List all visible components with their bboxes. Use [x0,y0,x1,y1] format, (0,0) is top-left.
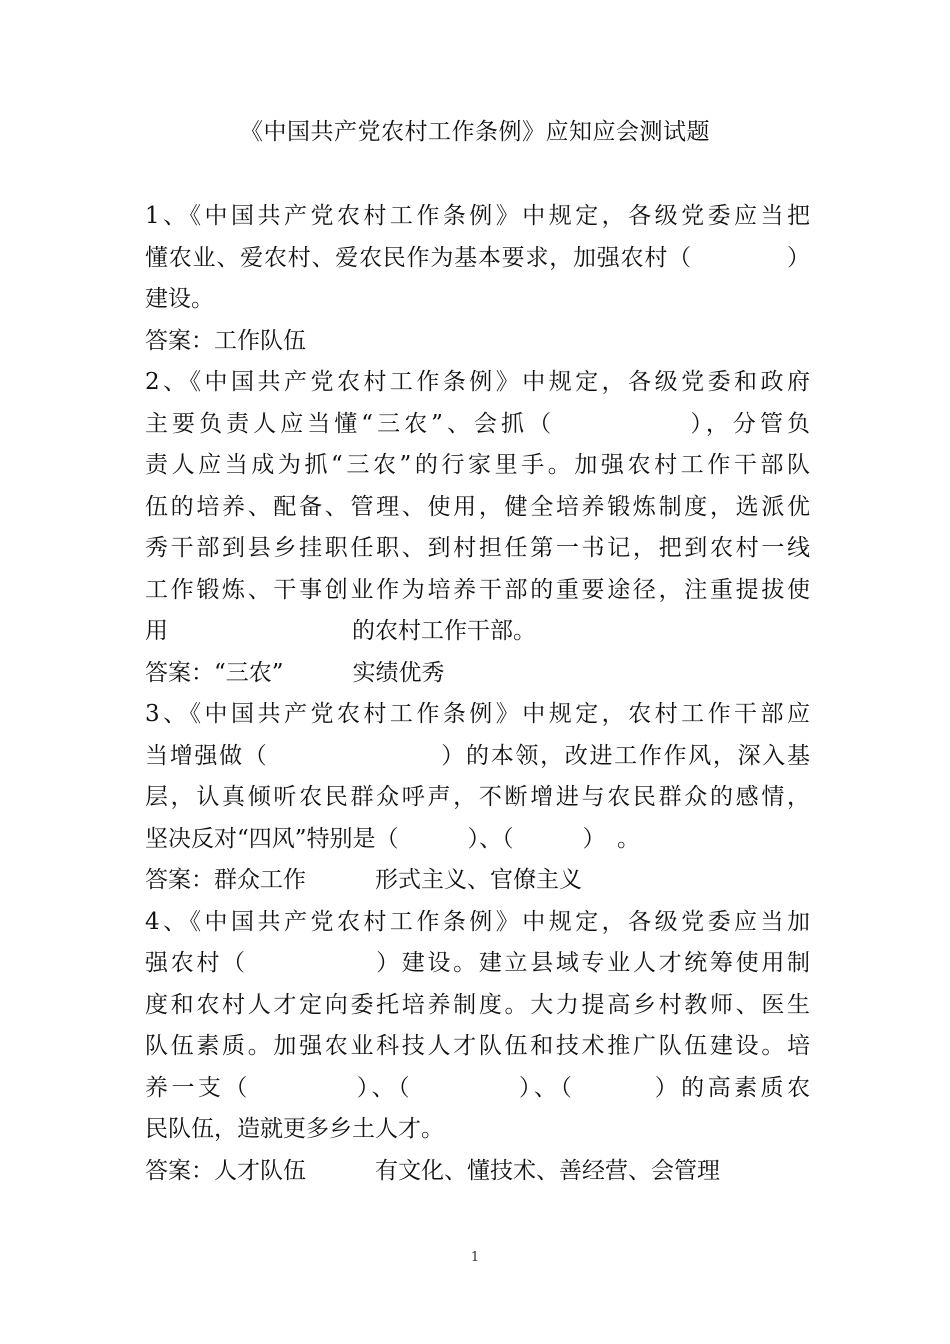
answer-text: 答案：群众工作 形式主义、官僚主义 [145,867,582,893]
question-line: 当增强做（ ）的本领，改进工作作风，深入基 [145,742,810,769]
question-line: 2、《中国共产党农村工作条例》中规定，各级党委和政府 [145,369,810,395]
question-line: 工作锻炼、干事创业作为培养干部的重要途径，注重提拔使 [145,576,810,603]
question-3 [145,694,810,902]
page-number: 1 [470,1250,480,1265]
question-line: 秀干部到县乡挂职任职、到村担任第一书记，把到农村一线 [145,535,810,561]
question-4 [145,902,810,1193]
question-line: 队伍素质。加强农业科技人才队伍和技术推广队伍建设。培 [145,1033,810,1059]
question-line: 1、《中国共产党农村工作条例》中规定，各级党委应当把 [145,203,810,229]
answer-text: 答案：工作队伍 [145,327,306,354]
question-line: 3、《中国共产党农村工作条例》中规定，农村工作干部应 [145,701,810,727]
answer-text: 答案：“三农” 实绩优秀 [145,659,445,686]
question-1 [145,196,810,362]
question-line: 强农村（ ）建设。建立县域专业人才统筹使用制 [145,950,810,976]
question-2 [145,362,810,694]
question-line: 坚决反对“四风”特别是（ ）、（ ） 。 [145,825,641,852]
question-line: 层，认真倾听农民群众呼声，不断增进与农民群众的感情， [145,784,810,810]
question-line: 养一支（ ）、（ ）、（ ）的高素质农 [145,1074,810,1101]
document-body [145,196,810,1192]
question-line: 民队伍，造就更多乡土人才。 [145,1116,444,1142]
document-title: 《中国共产党农村工作条例》应知应会测试题 [240,119,710,145]
question-line: 用 的农村工作干部。 [145,618,536,644]
question-line: 责人应当成为抓“三农”的行家里手。加强农村工作干部队 [145,452,810,478]
question-line: 懂农业、爱农村、爱农民作为基本要求，加强农村（ ） [145,244,810,271]
question-line: 伍的培养、配备、管理、使用，健全培养锻炼制度，选派优 [145,493,810,520]
question-line: 建设。 [145,286,214,312]
answer-text: 答案：人才队伍 有文化、懂技术、善经营、会管理 [145,1157,720,1184]
question-line: 4、《中国共产党农村工作条例》中规定，各级党委应当加 [145,908,810,935]
question-line: 度和农村人才定向委托培养制度。大力提高乡村教师、医生 [145,991,810,1018]
question-line: 主要负责人应当懂“三农”、会抓（ ），分管负 [145,410,810,437]
